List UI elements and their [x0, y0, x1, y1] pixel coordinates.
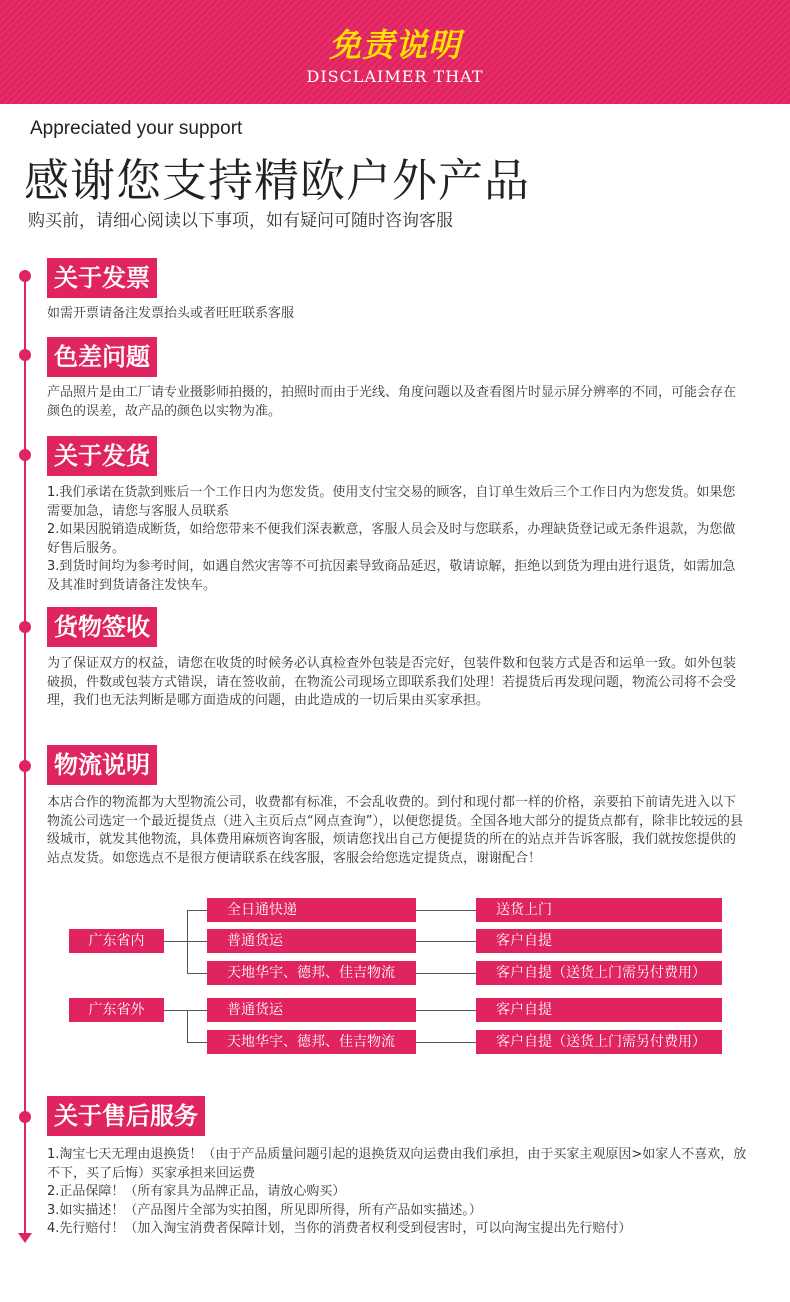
paragraph: 2.如果因脱销造成断货，如给您带来不便我们深表歉意，客服人员会及时与您联系，办理缺货登记或无条件退款，为您做好售后服务。: [47, 522, 736, 556]
section-body-shipping: [47, 484, 747, 595]
timeline-dot: [19, 349, 31, 361]
intro-subtitle: 购买前，请细心阅读以下事项，如有疑问可随时咨询客服: [28, 211, 453, 231]
region-box-inside: 广东省内: [69, 929, 164, 953]
section-title-color-diff: 色差问题: [47, 337, 157, 377]
timeline-dot: [19, 270, 31, 282]
connector-line: [416, 1010, 476, 1011]
method-box: 天地华宇、德邦、佳吉物流: [207, 1030, 416, 1054]
page-title: 感谢您支持精欧户外产品: [24, 154, 531, 207]
result-box: 客户自提: [476, 929, 722, 953]
connector-line: [187, 941, 207, 942]
section-body-color-diff: [47, 384, 747, 421]
connector-line: [187, 973, 207, 974]
paragraph: 3.如实描述！（产品图片全部为实拍图，所见即所得，所有产品如实描述。）: [47, 1202, 482, 1218]
connector-line: [164, 941, 188, 942]
timeline-arrow-icon: [18, 1233, 32, 1243]
paragraph: 为了保证双方的权益，请您在收货的时候务必认真检查外包装是否完好，包装件数和包装方式是否和运单一致。如外包装破损，件数或包装方式错误，请在签收前，在物流公司现场立即联系我们处理！若提货后再发现问题，物流公司将不会受理，我们也无法判断是哪方面造成的问题，由此造成的一切后果由买家承担。: [47, 656, 737, 708]
paragraph: 1.我们承诺在货款到账后一个工作日内为您发货。使用支付宝交易的顾客，自订单生效后三个工作日内为您发货。如果您需要加急，请您与客服人员联系: [47, 485, 736, 519]
result-box: 送货上门: [476, 898, 722, 922]
header-banner: [0, 0, 790, 104]
method-box: 天地华宇、德邦、佳吉物流: [207, 961, 416, 985]
connector-line: [416, 1042, 476, 1043]
region-box-outside: 广东省外: [69, 998, 164, 1022]
section-body-after-sales: [47, 1146, 747, 1239]
banner-title: 免责说明: [328, 26, 461, 64]
paragraph: 1.淘宝七天无理由退换货！（由于产品质量问题引起的退换货双向运费由我们承担，由于买家主观原因>如家人不喜欢，放不下，买了后悔）买家承担来回运费: [47, 1147, 747, 1181]
connector-line: [187, 910, 207, 911]
paragraph: 产品照片是由工厂请专业摄影师拍摄的，拍照时而由于光线、角度问题以及查看图片时显示屏分辨率的不同，可能会存在颜色的误差，故产品的颜色以实物为准。: [47, 385, 737, 419]
timeline-dot: [19, 621, 31, 633]
timeline-dot: [19, 449, 31, 461]
section-title-after-sales: 关于售后服务: [47, 1096, 205, 1136]
connector-line: [416, 910, 476, 911]
intro-english-line: Appreciated your support: [30, 118, 243, 139]
section-title-receipt: 货物签收: [47, 607, 157, 647]
banner-subtitle: DISCLAIMER THAT: [306, 67, 484, 86]
connector-line: [187, 1010, 188, 1042]
section-body-receipt: [47, 655, 747, 711]
section-body-logistics: [47, 794, 747, 868]
paragraph: 3.到货时间均为参考时间，如遇自然灾害等不可抗因素导致商品延迟，敬请谅解，拒绝以到货为理由进行退货，如需加急及其准时到货请备注发快车。: [47, 559, 736, 593]
method-box: 普通货运: [207, 929, 416, 953]
method-box: 全日通快递: [207, 898, 416, 922]
result-box: 客户自提（送货上门需另付费用）: [476, 961, 722, 985]
timeline-line: [24, 270, 26, 1235]
section-body-invoice: [47, 305, 747, 324]
connector-line: [416, 941, 476, 942]
connector-line: [187, 1010, 207, 1011]
connector-line: [416, 973, 476, 974]
result-box: 客户自提: [476, 998, 722, 1022]
timeline-dot: [19, 1111, 31, 1123]
paragraph: 2.正品保障！（所有家具为品牌正品，请放心购买）: [47, 1184, 346, 1199]
section-title-shipping: 关于发货: [47, 436, 157, 476]
paragraph: 如需开票请备注发票抬头或者旺旺联系客服: [47, 306, 295, 321]
timeline-dot: [19, 760, 31, 772]
method-box: 普通货运: [207, 998, 416, 1022]
connector-line: [164, 1010, 188, 1011]
paragraph: 4.先行赔付！（加入淘宝消费者保障计划，当你的消费者权利受到侵害时，可以向淘宝提出先行赔付）: [47, 1221, 632, 1236]
section-title-logistics: 物流说明: [47, 745, 157, 785]
connector-line: [187, 1042, 207, 1043]
paragraph: 本店合作的物流都为大型物流公司，收费都有标准，不会乱收费的。到付和现付都一样的价格，亲要拍下前请先进入以下物流公司选定一个最近提货点（进入主页后点“网点查询”），以便您提货。全国各地大部分的提货点都有，除非比较远的县级城市，就发其他物流，具体费用麻烦咨询客服，烦请您找出自己方便提货的所在的站点并告诉客服，我们就按您提供的站点发货。如您选点不是很方便请联系在线客服，客服会给您选定提货点，谢谢配合！: [47, 795, 743, 866]
section-title-invoice: 关于发票: [47, 258, 157, 298]
result-box: 客户自提（送货上门需另付费用）: [476, 1030, 722, 1054]
